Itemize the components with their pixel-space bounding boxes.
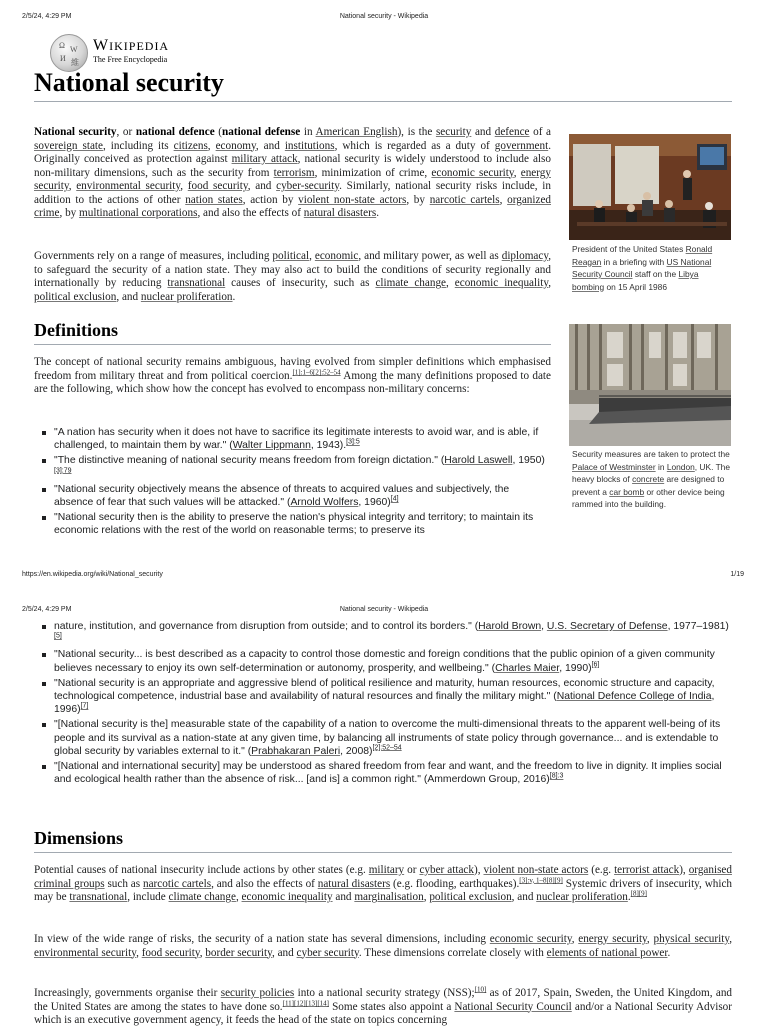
citation[interactable]: [1]:1–6 bbox=[292, 367, 314, 376]
list-item: "A nation has security when it does not have to sacrifice its legitimate interests to avoid war, and is able, if challenged, to maintain them by war." (Walter Lippmann, 1943).$^{[3]:5}$ bbox=[36, 426, 551, 452]
citation[interactable]: [11][12][13][14] bbox=[282, 998, 329, 1007]
link-harold-brown[interactable]: Harold Brown bbox=[478, 621, 542, 632]
globe-glyph: W bbox=[70, 45, 78, 54]
link-security-policies[interactable]: security policies bbox=[220, 987, 295, 999]
list-item: "National security... is best described as a capacity to control those domestic and foreign conditions that the public opinion of a given community believes necessary to enjoy its own self-determination or autonomy, prosperity, and wellbeing." (Charles Maier, 1990)[6] bbox=[36, 648, 732, 674]
citation[interactable]: [5] bbox=[54, 632, 62, 640]
westminster-photo[interactable] bbox=[569, 324, 731, 446]
link-sovereign-state[interactable]: sovereign state bbox=[34, 139, 103, 152]
list-item: "[National and international security] may be understood as shared freedom from fear and want, and the freedom to live in dignity. It implies social and ecological health rather than the absence of risk... [and is] a common right." (Ammerdown Group, 2016)$^{[8]:3}$ bbox=[36, 760, 732, 786]
definitions-intro: The concept of national security remains ambiguous, having evolved from simpler definitions which emphasised freedom from military threat and from political coercion.$^{[1]:1-6[2]:52-54}$ Among the many definitions proposed to date are the following, which show how the concept has evolved to encompass non-military concerns: bbox=[34, 356, 551, 395]
citation[interactable]: [3]:5 bbox=[346, 438, 360, 446]
citation[interactable]: [2]:52–54 bbox=[313, 367, 341, 376]
link-nuclear-proliferation[interactable]: nuclear proliferation bbox=[536, 891, 628, 903]
definitions-list bbox=[36, 426, 551, 540]
link-organised-criminal-groups[interactable]: organised criminal groups bbox=[34, 864, 732, 890]
link-economic-inequality[interactable]: economic inequality bbox=[454, 277, 549, 289]
wikipedia-wordmark[interactable]: WIKIPEDIA bbox=[93, 37, 170, 54]
link-economic[interactable]: economic bbox=[314, 250, 359, 262]
link-libya-bombing[interactable]: Libya bombing bbox=[572, 269, 699, 292]
section-heading-definitions: Definitions bbox=[34, 320, 119, 340]
link-physical-security[interactable]: physical security bbox=[653, 933, 730, 945]
link-organized-crime[interactable]: organized crime bbox=[34, 193, 552, 219]
link-diplomacy[interactable]: diplomacy bbox=[501, 250, 549, 262]
link-natural-disasters[interactable]: natural disasters bbox=[303, 207, 377, 219]
citation[interactable]: [3]:79 bbox=[54, 467, 72, 475]
globe-glyph: 維 bbox=[71, 58, 79, 67]
print-title: National security - Wikipedia bbox=[339, 13, 429, 20]
print-url: https://en.wikipedia.org/wiki/National_security bbox=[22, 571, 163, 578]
intro-paragraph-2: Governments rely on a range of measures, including political, economic, and military power, as well as diplomacy, to safeguard the security of a nation state. They may also act to build the conditions of security regionally and internationally by reducing transnational causes of insecurity, such as climate change, economic inequality, political exclusion, and nuclear proliferation. bbox=[34, 250, 552, 303]
link-energy-security[interactable]: energy security bbox=[34, 166, 551, 192]
print-header bbox=[0, 606, 768, 620]
link-cyber-attack[interactable]: cyber attack bbox=[419, 864, 474, 876]
link-economic-inequality[interactable]: economic inequality bbox=[241, 891, 333, 903]
citation[interactable]: [4] bbox=[390, 495, 399, 503]
link-environmental-security[interactable]: environmental security bbox=[34, 946, 137, 959]
list-item: "National security is an appropriate and aggressive blend of political resilience and maturity, human resources, economic structure and capacity, technological competence, industrial base and availability of natural resources and finally the military might." (National Defence College of India, 1996)[7] bbox=[36, 677, 732, 717]
link-transnational[interactable]: transnational bbox=[69, 891, 128, 903]
link-american-english[interactable]: American English bbox=[315, 126, 398, 138]
link-defence[interactable]: defence bbox=[494, 126, 530, 138]
intro-paragraph: National security, or national defence (national defense in American English), is the security and defence of a sovereign state, including its citizens, economy, and institutions, which is regarded as a duty of government. Originally conceived as protection against military attack, national security is widely understood to include also non-military dimensions, such as the security from terrorism, minimization of crime, economic security, energy security, environmental security, food security, and cyber-security. Similarly, national security risks include, in addition to the actions of other nation states, action by violent non-state actors, by narcotic cartels, organized crime, by multinational corporations, and also the effects of natural disasters. bbox=[34, 126, 552, 219]
citation[interactable]: [3]:v, 1–8 bbox=[519, 875, 547, 884]
link-national-security-council[interactable]: National Security Council bbox=[454, 1000, 572, 1013]
definitions-list-continued bbox=[36, 620, 732, 788]
list-item: "National security objectively means the absence of threats to acquired values and subjectively, the absence of fear that such values will be attacked." (Arnold Wolfers, 1960)[4] bbox=[36, 483, 551, 509]
list-item: nature, institution, and governance from disruption from outside; and to control its borders." (Harold Brown, U.S. Secretary of Defense, 1977–1981)[5] bbox=[36, 620, 732, 646]
globe-glyph: И bbox=[60, 54, 66, 63]
figure-caption: President of the United States Ronald Reagan in a briefing with US National Security Council staff on the Libya bombing on 15 April 1986 bbox=[572, 244, 713, 292]
citation[interactable]: [7] bbox=[80, 702, 89, 710]
page-title: National security bbox=[34, 68, 224, 97]
link-citizens[interactable]: citizens bbox=[173, 139, 208, 152]
link-food-security[interactable]: food security bbox=[187, 180, 248, 192]
link-arnold-wolfers[interactable]: Arnold Wolfers bbox=[290, 497, 359, 509]
link-climate-change[interactable]: climate change bbox=[375, 277, 447, 289]
citation[interactable]: [8][9] bbox=[546, 875, 563, 884]
link-palace-of-westminster[interactable]: Palace of Westminster bbox=[572, 461, 656, 472]
print-header bbox=[0, 13, 768, 27]
print-title: National security - Wikipedia bbox=[339, 606, 429, 613]
link-harold-laswell[interactable]: Harold Laswell bbox=[444, 455, 513, 467]
reagan-briefing-photo[interactable] bbox=[569, 134, 731, 240]
dimensions-paragraph-3: Increasingly, governments organise their security policies into a national security strategy (NSS);[10] as of 2017, Spain, Sweden, the United Kingdom, and the United States are among the states to have done so.[11][12][13][14] Some states also appoint a National Security Council and/or a National Security Advisor which is an executive government agency, it feeds the head of the state on topics concerning bbox=[34, 985, 733, 1026]
link-marginalisation[interactable]: marginalisation bbox=[354, 891, 424, 903]
print-date: 2/5/24, 4:29 PM bbox=[22, 606, 72, 613]
dimensions-paragraph-2: In view of the wide range of risks, the security of a nation state has several dimensions, including economic security, energy security, physical security, environmental security, food security, border security, and cyber security. These dimensions correlate closely with elements of national power. bbox=[34, 933, 732, 959]
link-nuclear-proliferation[interactable]: nuclear proliferation bbox=[140, 290, 233, 303]
print-footer bbox=[0, 571, 768, 583]
link-violent-non-state-actors[interactable]: violent non-state actors bbox=[483, 864, 589, 876]
link-natural-disasters[interactable]: natural disasters bbox=[317, 877, 391, 890]
link-terrorist-attack[interactable]: terrorist attack bbox=[614, 864, 680, 876]
link-cyber-security[interactable]: cyber-security bbox=[276, 180, 340, 192]
citation[interactable]: [8]:3 bbox=[549, 772, 564, 780]
section-divider bbox=[34, 852, 732, 853]
section-divider bbox=[34, 344, 551, 345]
link-military-attack[interactable]: military attack bbox=[231, 153, 298, 165]
print-date: 2/5/24, 4:29 PM bbox=[22, 13, 72, 20]
link-climate-change[interactable]: climate change bbox=[168, 891, 236, 903]
wikipedia-tagline: The Free Encyclopedia bbox=[93, 55, 168, 64]
link-border-security[interactable]: border security bbox=[205, 946, 272, 959]
dimensions-paragraph: Potential causes of national insecurity include actions by other states (e.g. military or cyber attack), violent non-state actors (e.g. terrorist attack), organised criminal groups such as narcotic cartels, and also the effects of natural disasters (e.g. flooding, earthquakes).[3]:v, 1–8[8][9] Systemic drivers of insecurity, which may be transnational, include climate change, economic inequality and marginalisation, political exclusion, and nuclear proliferation.[8][9] bbox=[34, 864, 733, 903]
link-political-exclusion[interactable]: political exclusion bbox=[34, 290, 117, 303]
link-prabhakaran-paleri[interactable]: Prabhakaran Paleri bbox=[251, 745, 341, 757]
citation[interactable]: [6] bbox=[591, 661, 600, 669]
link-government[interactable]: government bbox=[494, 139, 549, 152]
link-economy[interactable]: economy bbox=[215, 139, 256, 152]
page-number: 1/19 bbox=[730, 571, 744, 578]
link-walter-lippmann[interactable]: Walter Lippmann bbox=[232, 440, 311, 452]
list-item: "[National security is the] measurable state of the capability of a nation to overcome the multi-dimensional threats to the apparent well-being of its people and its survival as a nation-state at any given time, by balancing all instruments of state policy through governance... and is extendable to global security by variables external to it." (Prabhakaran Paleri, 2008)$^{[2]:52-54}$ bbox=[36, 718, 732, 758]
link-military[interactable]: military bbox=[368, 864, 405, 876]
link-concrete[interactable]: concrete bbox=[632, 474, 665, 484]
link-london[interactable]: London bbox=[666, 461, 695, 472]
link-institutions[interactable]: institutions bbox=[284, 139, 335, 152]
link-energy-security[interactable]: energy security bbox=[578, 933, 647, 945]
link-multinational-corporations[interactable]: multinational corporations bbox=[79, 207, 198, 219]
link-transnational[interactable]: transnational bbox=[167, 277, 226, 289]
globe-glyph: Ω bbox=[59, 41, 65, 50]
link-ronald-reagan[interactable]: Ronald Reagan bbox=[572, 244, 713, 267]
section-heading-dimensions: Dimensions bbox=[34, 828, 124, 848]
link-food-security[interactable]: food security bbox=[141, 946, 200, 959]
link-elements-of-national-power[interactable]: elements of national power bbox=[546, 946, 668, 959]
link-narcotic-cartels[interactable]: narcotic cartels bbox=[429, 193, 500, 206]
citation[interactable]: [10] bbox=[474, 985, 487, 994]
link-us-secretary-of-defense[interactable]: U.S. Secretary of Defense bbox=[546, 621, 668, 632]
link-environmental-security[interactable]: environmental security bbox=[76, 180, 181, 192]
link-narcotic-cartels[interactable]: narcotic cartels bbox=[142, 877, 212, 890]
wikipedia-globe-icon[interactable] bbox=[50, 34, 88, 72]
link-nation-states[interactable]: nation states bbox=[185, 193, 243, 206]
list-item: "National security then is the ability to preserve the nation's physical integrity and territory; to maintain its economic relations with the rest of the world on reasonable terms; to preserve its bbox=[36, 511, 551, 537]
link-violent-non-state-actors[interactable]: violent non-state actors bbox=[298, 193, 407, 206]
link-economic-security[interactable]: economic security bbox=[489, 933, 572, 945]
link-security[interactable]: security bbox=[435, 126, 472, 138]
link-political-exclusion[interactable]: political exclusion bbox=[429, 891, 512, 903]
link-car-bomb[interactable]: car bomb bbox=[609, 486, 645, 497]
title-divider bbox=[34, 101, 732, 102]
link-economic-security[interactable]: economic security bbox=[431, 166, 514, 179]
list-item: "The distinctive meaning of national security means freedom from foreign dictation." (Harold Laswell, 1950)$^{[3]:79}$ bbox=[36, 454, 551, 480]
link-political[interactable]: political bbox=[272, 250, 310, 262]
link-cyber-security[interactable]: cyber security bbox=[296, 946, 359, 959]
link-terrorism[interactable]: terrorism bbox=[273, 166, 315, 179]
figure-caption: Security measures are taken to protect the Palace of Westminster in London, UK. The heavy blocks of concrete are designed to prevent a car bomb or other device being rammed into the building. bbox=[572, 449, 731, 509]
link-us-national-security-council[interactable]: US National Security Council bbox=[572, 256, 712, 279]
citation[interactable]: [2]:52–54 bbox=[372, 744, 402, 752]
link-national-defence-college-of-india[interactable]: National Defence College of India bbox=[556, 691, 712, 703]
link-charles-maier[interactable]: Charles Maier bbox=[495, 662, 560, 674]
citation[interactable]: [8][9] bbox=[630, 889, 647, 898]
